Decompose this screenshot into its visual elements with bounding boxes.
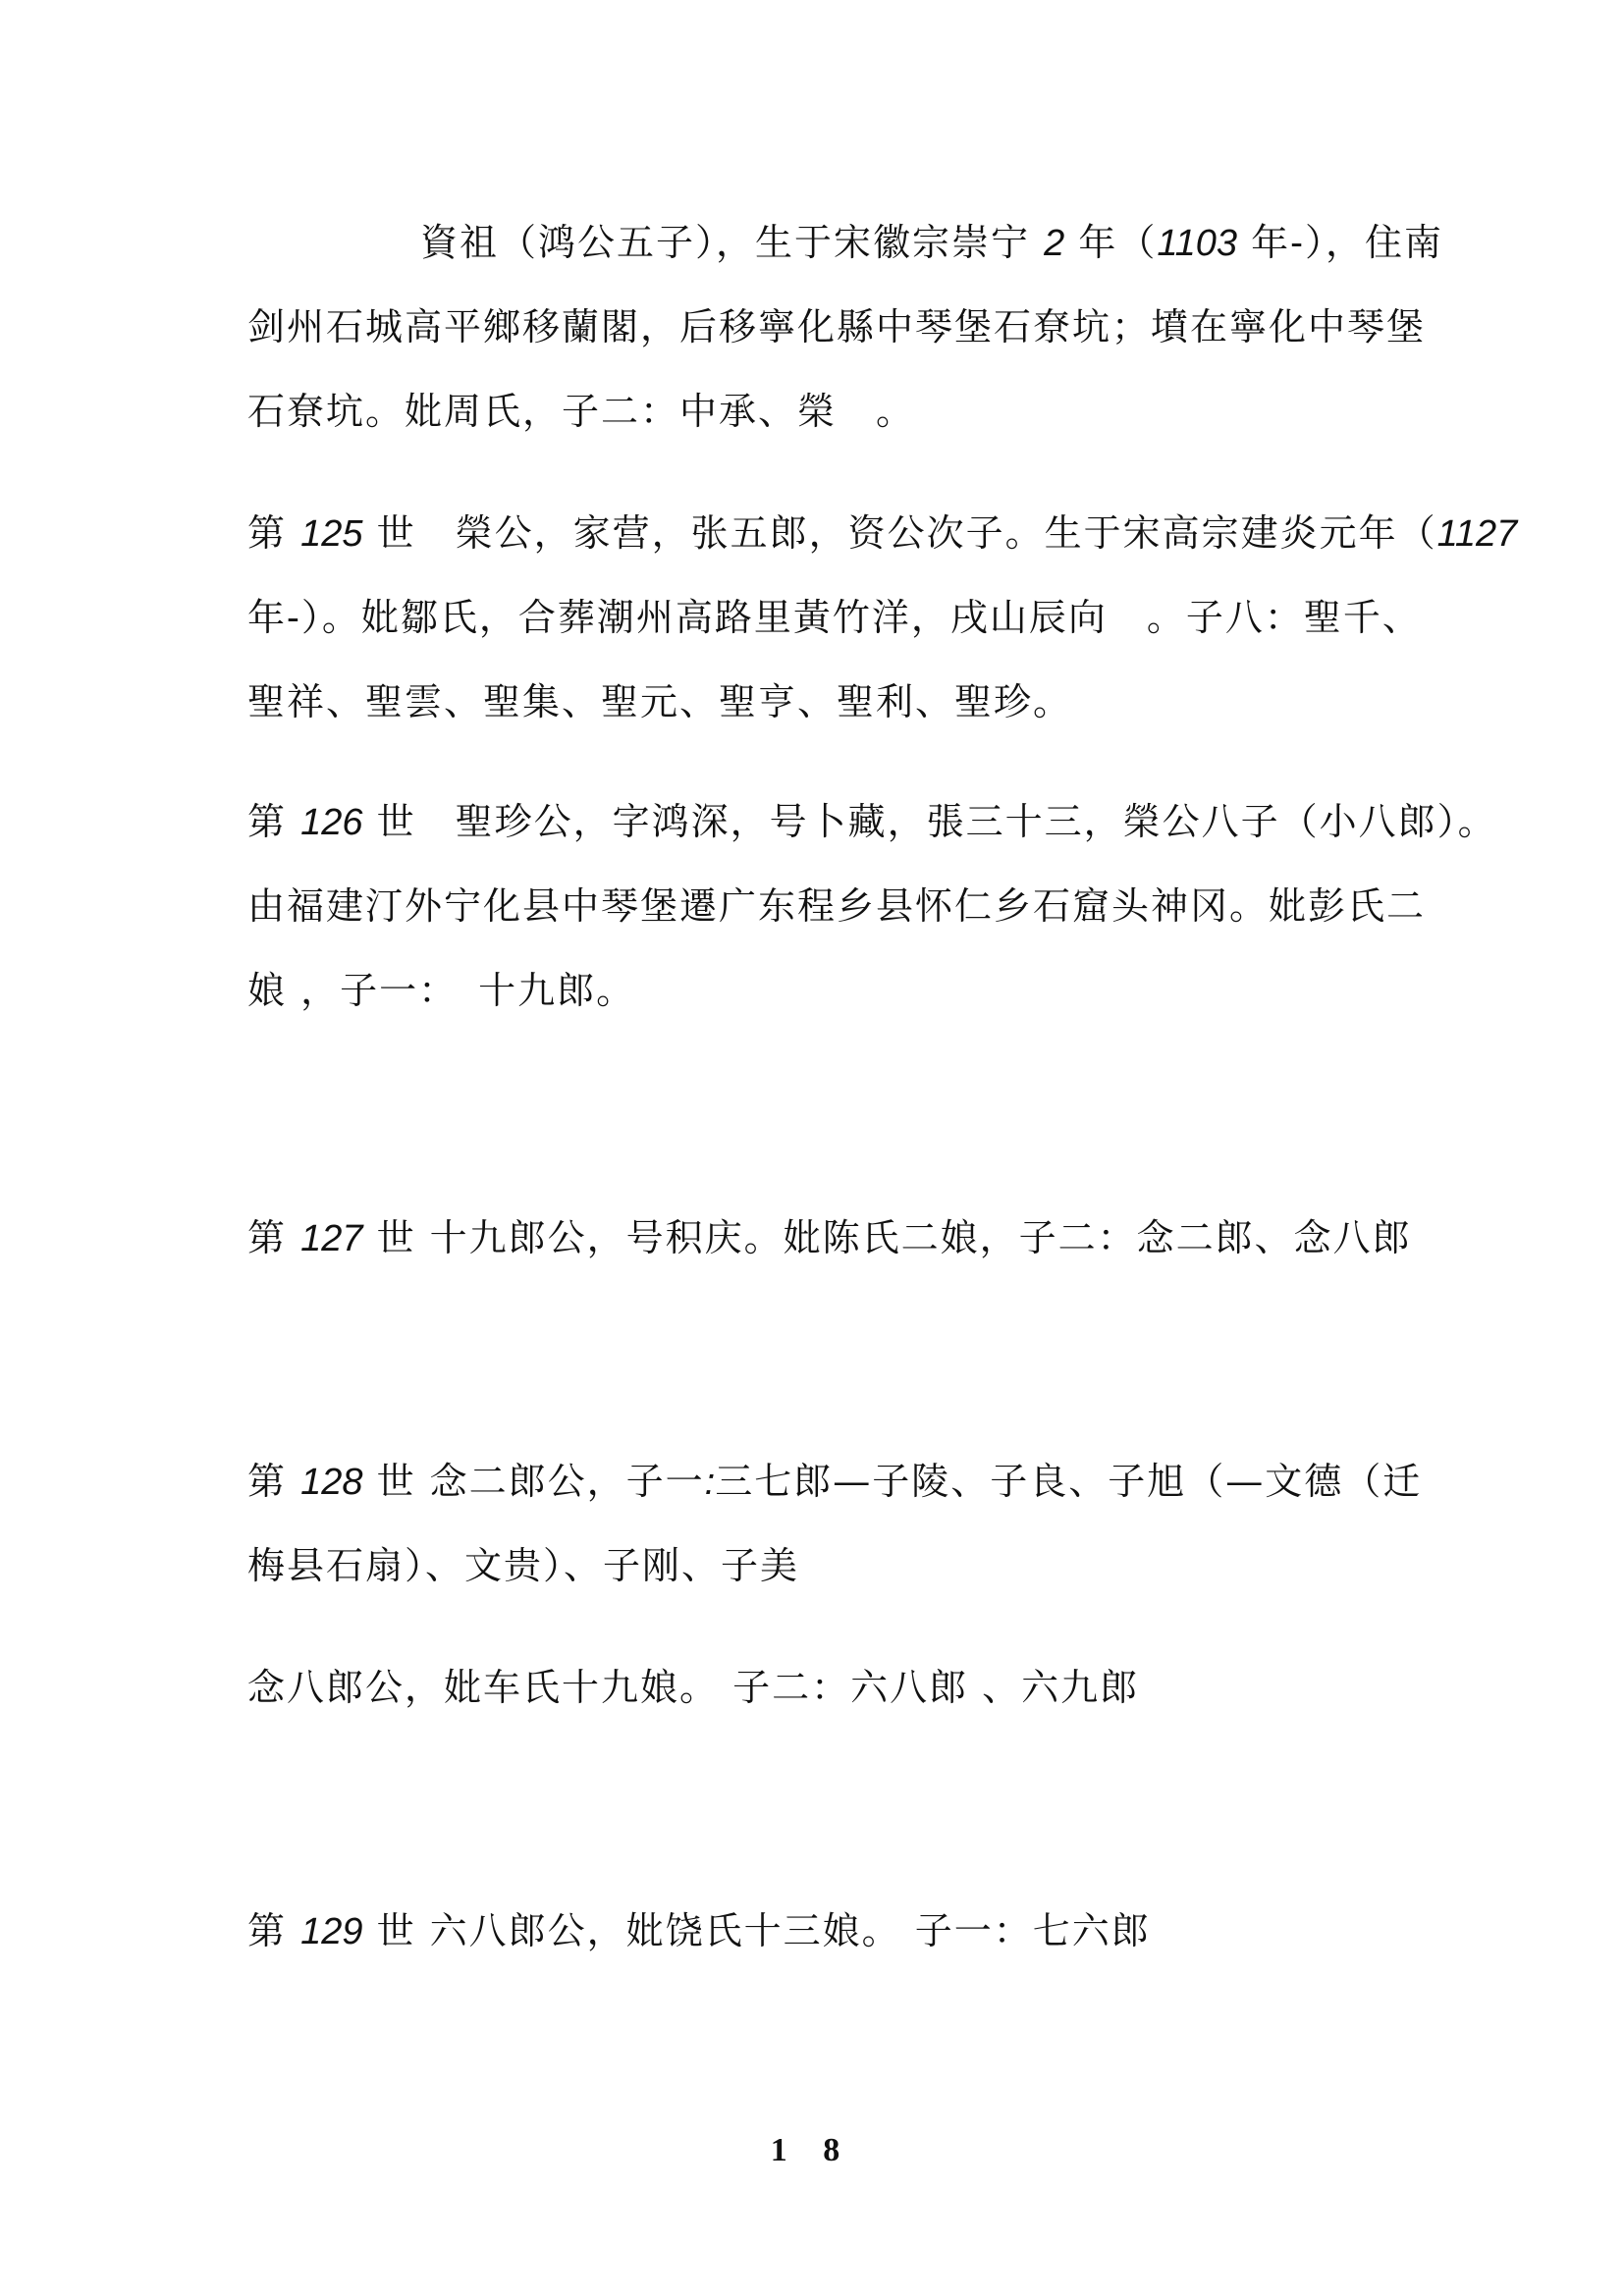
text-line bbox=[247, 593, 1422, 642]
number-run: 129 bbox=[300, 1911, 363, 1952]
number-run: 1127 bbox=[1436, 513, 1518, 555]
number-run: 2 bbox=[1044, 223, 1065, 264]
text-line bbox=[420, 218, 1443, 268]
text-run: 第 bbox=[247, 1460, 301, 1503]
text-line bbox=[247, 881, 1427, 931]
text-run: 第 bbox=[247, 1909, 301, 1952]
text-line bbox=[247, 966, 1386, 1015]
text-run: 梅县石扇）、文贵）、子刚、子美 bbox=[247, 1544, 800, 1587]
text-line bbox=[247, 1541, 1386, 1590]
text-line bbox=[247, 1663, 1386, 1712]
text-run: 世 十九郎公，号积庆。妣陈氏二娘，子二：念二郎、念八郎 bbox=[362, 1216, 1412, 1259]
text-run: 年-），住南 bbox=[1237, 221, 1443, 264]
text-run: 年（ bbox=[1064, 221, 1158, 264]
text-line bbox=[247, 1213, 1412, 1263]
text-line bbox=[247, 387, 1386, 436]
text-line bbox=[247, 797, 1497, 847]
text-run: 由福建汀外宁化县中琴堡遷广东程乡县怀仁乡石窟头神冈。妣彭氏二 bbox=[247, 884, 1427, 928]
text-run: 三七郎—子陵、子良、子旭（—文德（迁 bbox=[715, 1460, 1423, 1503]
text-run: 第 bbox=[247, 1216, 301, 1259]
number-run: 125 bbox=[300, 513, 363, 555]
number-run: 128 bbox=[300, 1462, 363, 1503]
number-run: 1103 bbox=[1157, 223, 1238, 264]
text-run: 世 念二郎公，子一 bbox=[362, 1460, 705, 1503]
text-run: 聖祥、聖雲、聖集、聖元、聖亨、聖利、聖珍。 bbox=[247, 680, 1073, 723]
text-line bbox=[247, 1906, 1386, 1956]
number-run: 126 bbox=[300, 802, 363, 843]
page-number: 1 8 bbox=[770, 2132, 854, 2168]
text-run: 第 bbox=[247, 511, 301, 555]
text-run: 世 榮公，家营，张五郎，资公次子。生于宋高宗建炎元年（ bbox=[362, 511, 1437, 555]
number-run: 127 bbox=[300, 1218, 363, 1259]
text-line bbox=[247, 1457, 1423, 1507]
text-run: 世 六八郎公，妣饶氏十三娘。 子一：七六郎 bbox=[362, 1909, 1151, 1952]
text-run: 石尞坑。妣周氏，子二：中承、榮 。 bbox=[247, 390, 916, 433]
text-line bbox=[247, 677, 1386, 726]
text-line bbox=[247, 508, 1518, 559]
text-run: 資祖（鸿公五子），生于宋徽宗崇宁 bbox=[420, 221, 1045, 264]
text-run: 娘 ，子一： 十九郎。 bbox=[247, 969, 636, 1012]
text-run: 世 聖珍公，字鸿深，号卜藏，張三十三，榮公八子（小八郎）。 bbox=[362, 800, 1497, 843]
text-run: 剑州石城高平鄉移蘭閣，后移寧化縣中琴堡石尞坑；墳在寧化中琴堡 bbox=[247, 305, 1427, 348]
text-run: 年-）。妣鄒氏，合葬潮州高路里黃竹洋，戌山辰向 。子八：聖千、 bbox=[247, 596, 1422, 639]
text-run: 第 bbox=[247, 800, 301, 843]
number-run: : bbox=[704, 1462, 716, 1503]
text-line bbox=[247, 302, 1427, 351]
text-run: 念八郎公，妣车氏十九娘。 子二：六八郎 、六九郎 bbox=[247, 1666, 1140, 1709]
